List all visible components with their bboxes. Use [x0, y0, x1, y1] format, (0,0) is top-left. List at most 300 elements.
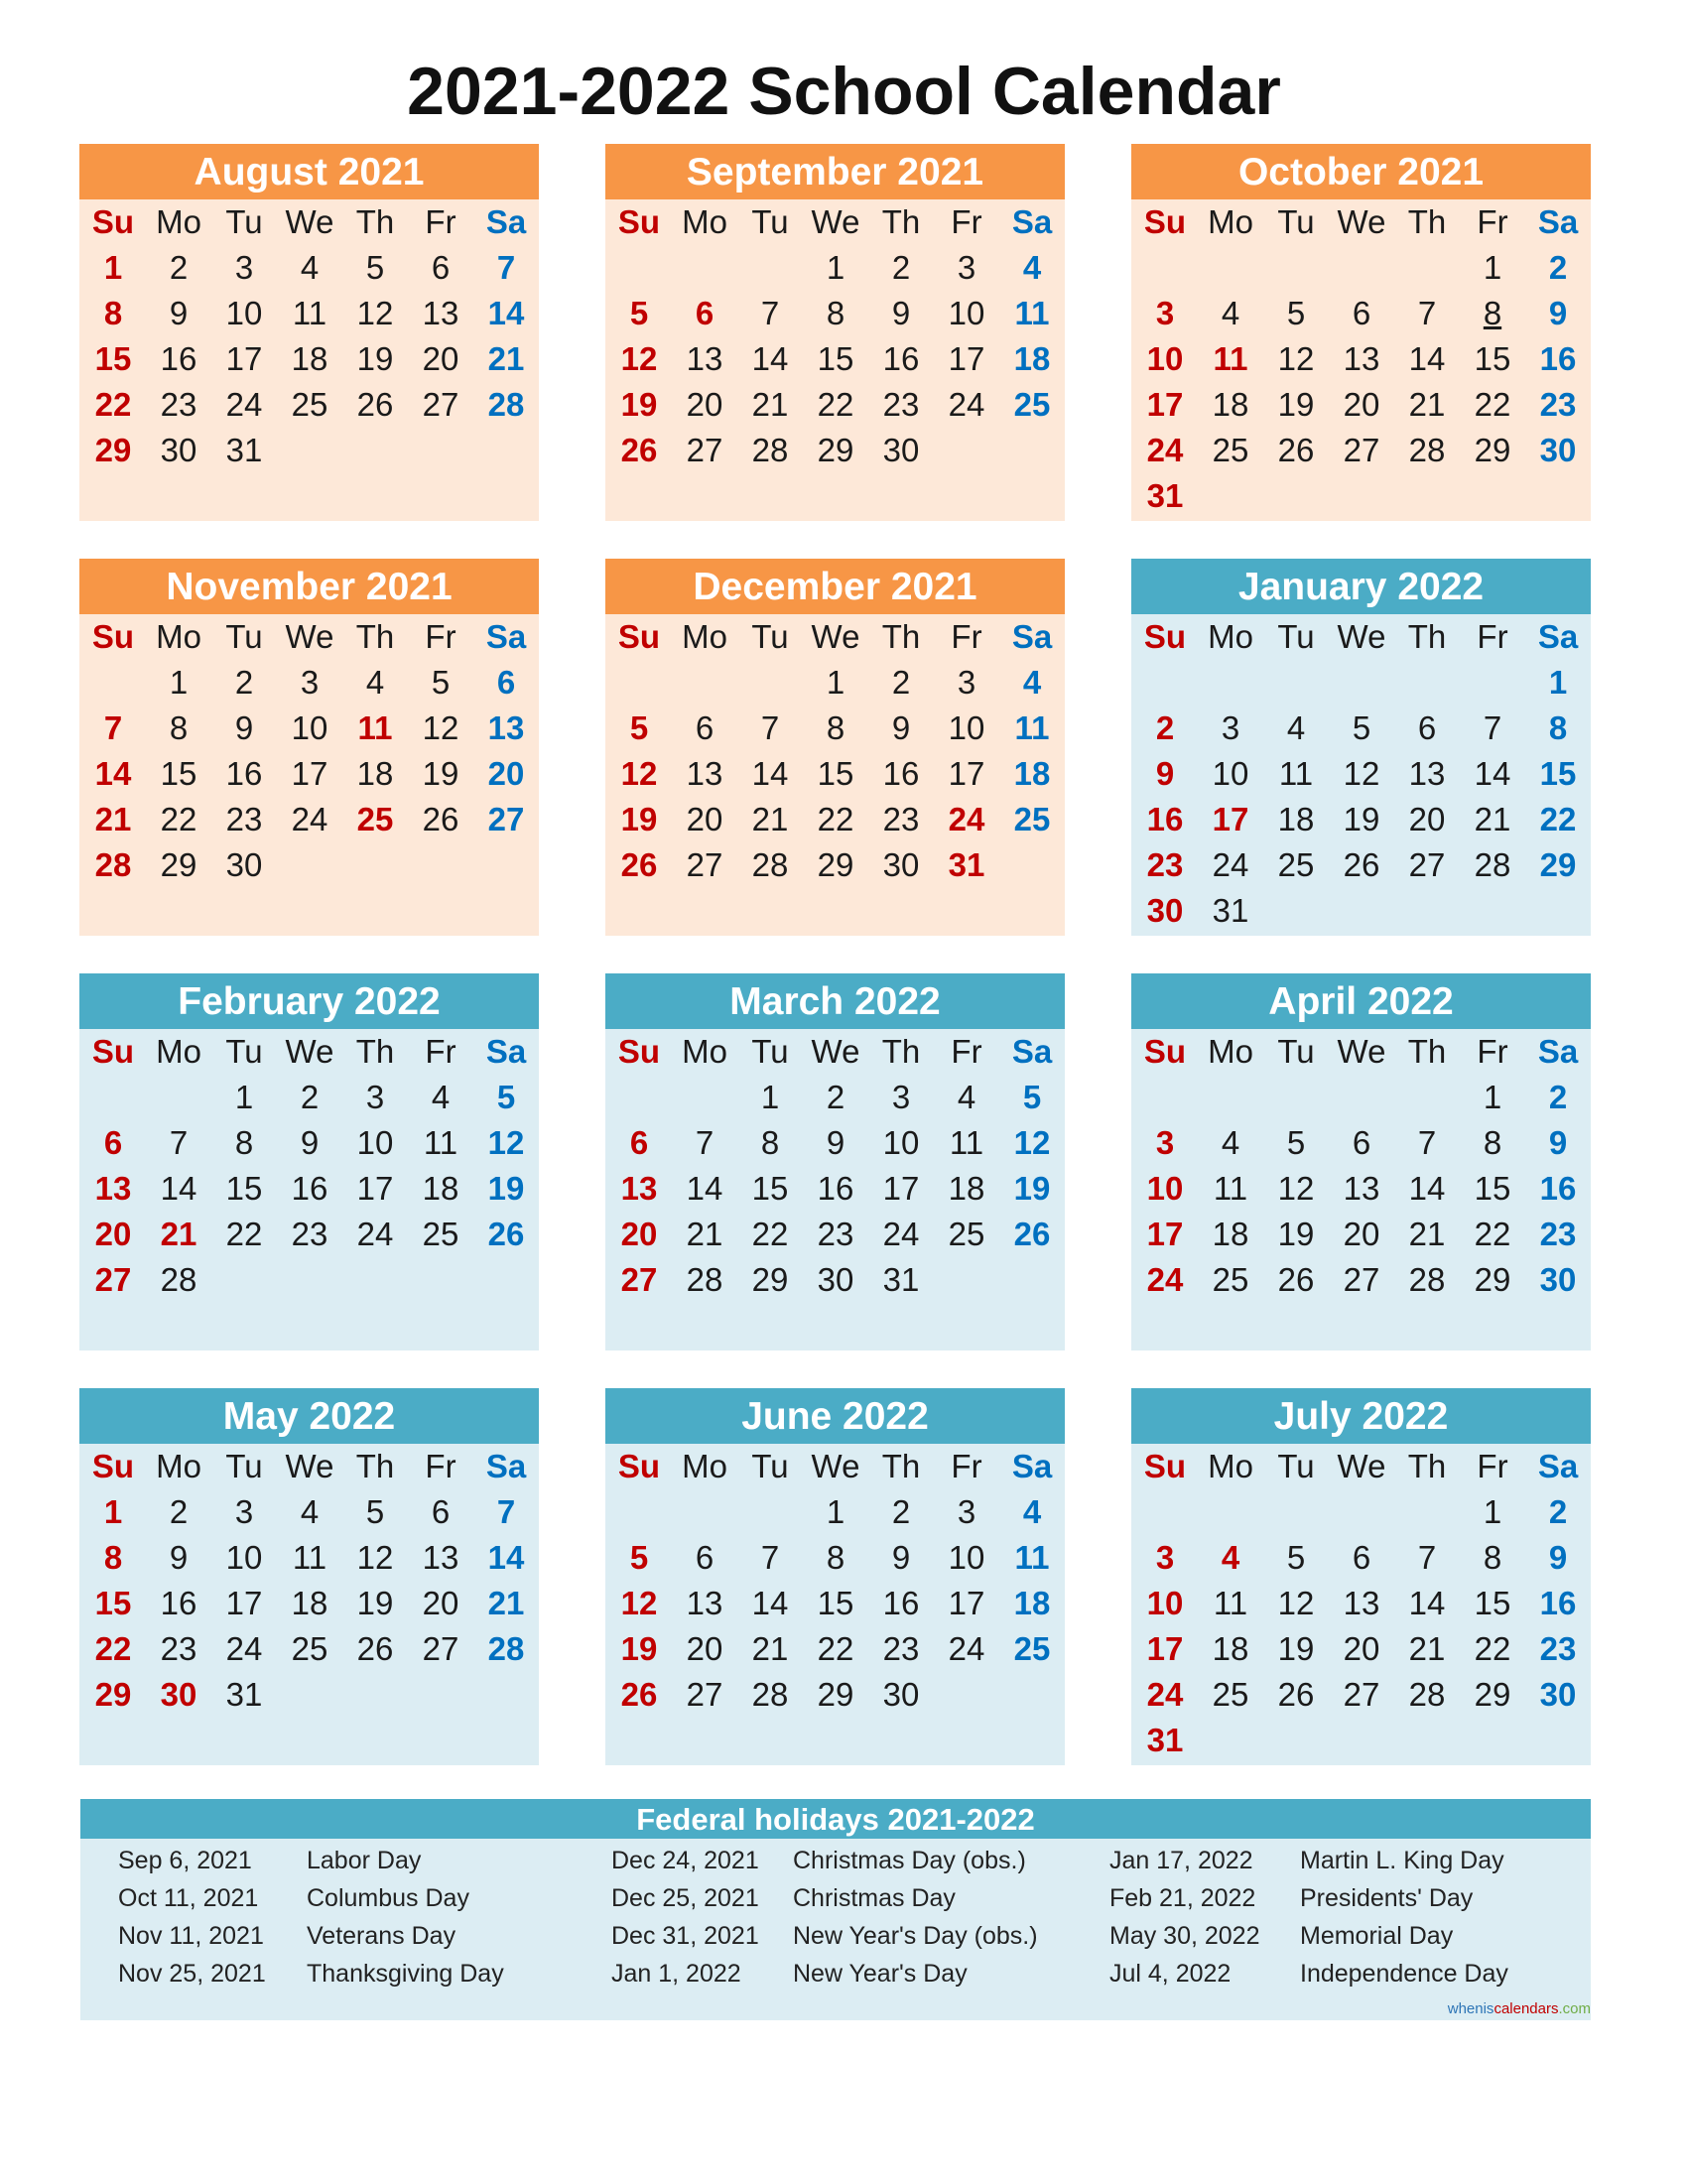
day-cell: 19 [356, 1585, 394, 1621]
day-grid [79, 1029, 539, 1303]
day-cell: 25 [1212, 1261, 1249, 1298]
day-cell: 3 [300, 664, 320, 701]
weekday-header: We [811, 1033, 860, 1070]
day-cell: 10 [1146, 340, 1184, 377]
day-cell: 19 [1013, 1170, 1051, 1207]
empty-cell [1132, 1489, 1198, 1535]
day-cell: 24 [225, 1630, 263, 1667]
day-cell: 5 [1286, 1124, 1306, 1161]
day-cell: 7 [1417, 295, 1437, 331]
day-cell: 2 [234, 664, 254, 701]
day-cell: 22 [1474, 386, 1511, 423]
day-cell: 2 [1548, 1079, 1568, 1115]
day-cell: 19 [620, 801, 658, 837]
day-cell: 18 [1013, 755, 1051, 792]
day-cell: 30 [1539, 1261, 1577, 1298]
empty-cell [1329, 245, 1394, 291]
day-cell: 4 [431, 1079, 451, 1115]
weekday-header: Su [1143, 203, 1187, 240]
weekday-header: Fr [951, 1033, 982, 1070]
day-cell: 19 [356, 340, 394, 377]
day-cell: 1 [760, 1079, 780, 1115]
day-cell: 11 [292, 1539, 327, 1576]
weekday-header: Mo [1208, 203, 1253, 240]
month-card [79, 559, 539, 936]
day-cell: 28 [751, 846, 789, 883]
weekday-header: Su [91, 618, 135, 655]
day-cell: 26 [1277, 1261, 1315, 1298]
day-cell: 12 [487, 1124, 525, 1161]
day-cell: 14 [1408, 1170, 1446, 1207]
day-cell: 2 [891, 664, 911, 701]
day-cell: 2 [826, 1079, 845, 1115]
day-cell: 25 [1013, 1630, 1051, 1667]
day-cell: 16 [817, 1170, 854, 1207]
holiday-date: Jan 1, 2022 [611, 1960, 741, 1988]
day-cell: 13 [686, 1585, 723, 1621]
day-cell: 9 [826, 1124, 845, 1161]
weekday-header: Tu [225, 618, 263, 655]
month-card [79, 1388, 539, 1765]
day-cell: 24 [948, 386, 985, 423]
day-cell: 9 [1548, 1539, 1568, 1576]
month-title: January 2022 [1131, 559, 1591, 614]
day-cell: 22 [225, 1216, 263, 1252]
day-cell: 10 [356, 1124, 394, 1161]
weekday-header: Th [881, 203, 921, 240]
day-cell: 1 [826, 664, 845, 701]
holiday-name: Presidents' Day [1300, 1884, 1474, 1912]
weekday-header: Fr [425, 203, 456, 240]
day-cell: 5 [1352, 709, 1371, 746]
day-cell: 12 [356, 295, 394, 331]
day-grid [1131, 1444, 1591, 1763]
day-cell: 15 [94, 1585, 132, 1621]
empty-cell [1394, 660, 1460, 706]
day-cell: 15 [817, 755, 854, 792]
holiday-name: Veterans Day [307, 1922, 456, 1950]
day-cell: 23 [291, 1216, 328, 1252]
day-cell: 1 [103, 249, 123, 286]
day-cell: 24 [882, 1216, 920, 1252]
weekday-header: Mo [156, 203, 201, 240]
weekday-header: Mo [156, 1033, 201, 1070]
day-cell: 30 [882, 1676, 920, 1713]
day-cell: 16 [225, 755, 263, 792]
day-cell: 12 [620, 755, 658, 792]
day-cell: 16 [882, 1585, 920, 1621]
day-cell: 14 [751, 340, 789, 377]
month-title: May 2022 [79, 1388, 539, 1444]
weekday-header: Th [881, 1448, 921, 1484]
day-cell: 15 [1539, 755, 1577, 792]
month-card [79, 973, 539, 1350]
day-cell: 25 [1212, 1676, 1249, 1713]
empty-cell [1394, 245, 1460, 291]
day-cell: 29 [94, 1676, 132, 1713]
day-cell: 9 [300, 1124, 320, 1161]
day-cell: 26 [620, 1676, 658, 1713]
day-cell: 6 [1352, 295, 1371, 331]
day-cell: 16 [1539, 340, 1577, 377]
day-grid [605, 1444, 1065, 1718]
day-cell: 23 [160, 386, 197, 423]
empty-cell [1263, 245, 1329, 291]
empty-cell [1132, 245, 1198, 291]
weekday-header: Th [355, 618, 395, 655]
day-cell: 1 [826, 249, 845, 286]
month-title: March 2022 [605, 973, 1065, 1029]
day-cell: 22 [94, 1630, 132, 1667]
day-cell: 11 [357, 709, 393, 746]
holiday-name: Christmas Day [793, 1884, 956, 1912]
day-cell: 27 [422, 1630, 459, 1667]
day-cell: 29 [1474, 1676, 1511, 1713]
empty-cell [146, 1075, 211, 1120]
holiday-row [611, 1954, 1088, 1993]
day-cell: 6 [1352, 1539, 1371, 1576]
day-cell: 26 [1277, 432, 1315, 468]
day-cell: 15 [817, 1585, 854, 1621]
day-cell: 23 [882, 801, 920, 837]
weekday-header: Sa [1537, 203, 1579, 240]
day-cell: 12 [422, 709, 459, 746]
day-cell: 14 [751, 755, 789, 792]
day-cell: 24 [1146, 1676, 1184, 1713]
day-cell: 7 [1417, 1124, 1437, 1161]
weekday-header: We [285, 618, 334, 655]
day-grid [605, 614, 1065, 888]
day-cell: 4 [957, 1079, 976, 1115]
weekday-header: Th [355, 1033, 395, 1070]
day-cell: 23 [1539, 1630, 1577, 1667]
day-cell: 5 [629, 1539, 649, 1576]
weekday-header: We [285, 203, 334, 240]
holiday-row [1109, 1878, 1586, 1918]
month-card [1131, 559, 1591, 936]
day-cell: 9 [891, 295, 911, 331]
empty-cell [672, 1075, 737, 1120]
day-cell: 17 [1212, 801, 1249, 837]
day-cell: 29 [94, 432, 132, 468]
day-cell: 14 [1474, 755, 1511, 792]
day-cell: 9 [1155, 755, 1175, 792]
holiday-name: New Year's Day (obs.) [793, 1922, 1038, 1950]
holiday-row [611, 1841, 1088, 1880]
weekday-header: Th [1407, 1033, 1447, 1070]
holiday-row [1109, 1954, 1586, 1993]
day-cell: 7 [760, 1539, 780, 1576]
weekday-header: We [1337, 1448, 1386, 1484]
day-cell: 14 [751, 1585, 789, 1621]
day-cell: 13 [1343, 1170, 1380, 1207]
holiday-date: Feb 21, 2022 [1109, 1884, 1256, 1912]
day-cell: 19 [487, 1170, 525, 1207]
day-cell: 28 [487, 1630, 525, 1667]
day-cell: 5 [1286, 295, 1306, 331]
day-cell: 24 [948, 801, 985, 837]
weekday-header: Sa [1011, 203, 1053, 240]
day-cell: 23 [160, 1630, 197, 1667]
holiday-row [1109, 1841, 1586, 1880]
weekday-header: Su [1143, 1448, 1187, 1484]
weekday-header: Sa [485, 1448, 527, 1484]
day-cell: 16 [291, 1170, 328, 1207]
day-cell: 14 [686, 1170, 723, 1207]
day-cell: 6 [431, 249, 451, 286]
day-cell: 2 [891, 1493, 911, 1530]
weekday-header: Fr [1477, 203, 1508, 240]
day-cell: 31 [948, 846, 985, 883]
weekday-header: Fr [425, 618, 456, 655]
day-cell: 3 [1155, 1539, 1175, 1576]
holiday-name: Memorial Day [1300, 1922, 1454, 1950]
day-cell: 3 [1155, 1124, 1175, 1161]
day-cell: 10 [1146, 1170, 1184, 1207]
day-cell: 10 [225, 1539, 263, 1576]
day-cell: 27 [1343, 1676, 1380, 1713]
day-cell: 16 [1539, 1170, 1577, 1207]
day-cell: 5 [431, 664, 451, 701]
day-cell: 10 [882, 1124, 920, 1161]
empty-cell [1329, 1489, 1394, 1535]
day-cell: 9 [169, 295, 189, 331]
day-cell: 17 [948, 1585, 985, 1621]
day-cell: 4 [1286, 709, 1306, 746]
weekday-header: We [1337, 1033, 1386, 1070]
weekday-header: Th [1407, 618, 1447, 655]
weekday-header: Su [91, 1448, 135, 1484]
day-cell: 13 [686, 755, 723, 792]
day-cell: 19 [620, 1630, 658, 1667]
weekday-header: Fr [1477, 1448, 1508, 1484]
day-cell: 27 [487, 801, 525, 837]
empty-cell [1329, 1075, 1394, 1120]
holiday-date: Nov 11, 2021 [118, 1922, 264, 1950]
holiday-date: May 30, 2022 [1109, 1922, 1260, 1950]
day-cell: 20 [487, 755, 525, 792]
day-cell: 23 [1539, 386, 1577, 423]
credit-part-1: whenis [1447, 2000, 1494, 2017]
day-cell: 11 [1014, 1539, 1050, 1576]
day-cell: 26 [487, 1216, 525, 1252]
day-cell: 1 [1483, 1493, 1502, 1530]
day-cell: 27 [686, 432, 723, 468]
weekday-header: Tu [751, 618, 789, 655]
month-card [605, 144, 1065, 521]
day-cell: 14 [160, 1170, 197, 1207]
day-cell: 12 [1277, 340, 1315, 377]
day-cell: 7 [1483, 709, 1502, 746]
day-cell: 8 [826, 1539, 845, 1576]
day-cell: 15 [817, 340, 854, 377]
day-cell: 21 [487, 1585, 525, 1621]
day-cell: 23 [1539, 1216, 1577, 1252]
day-cell: 10 [225, 295, 263, 331]
weekday-header: Sa [1011, 1448, 1053, 1484]
day-cell: 11 [1278, 755, 1314, 792]
day-cell: 21 [1408, 386, 1446, 423]
day-cell: 17 [291, 755, 328, 792]
day-cell: 13 [1343, 1585, 1380, 1621]
day-cell: 26 [1013, 1216, 1051, 1252]
weekday-header: Sa [485, 618, 527, 655]
day-cell: 7 [169, 1124, 189, 1161]
month-card [1131, 144, 1591, 521]
day-cell: 18 [422, 1170, 459, 1207]
day-cell: 29 [1474, 1261, 1511, 1298]
day-cell: 27 [1343, 432, 1380, 468]
day-cell: 4 [1022, 1493, 1042, 1530]
day-cell: 26 [356, 386, 394, 423]
day-cell: 21 [160, 1216, 197, 1252]
empty-cell [80, 1075, 146, 1120]
empty-cell [1263, 1489, 1329, 1535]
day-cell: 8 [826, 295, 845, 331]
credit-part-3: .com [1558, 2000, 1591, 2017]
day-cell: 6 [1417, 709, 1437, 746]
day-cell: 1 [1548, 664, 1568, 701]
weekday-header: Tu [1277, 1448, 1315, 1484]
empty-cell [737, 660, 803, 706]
day-cell: 20 [1408, 801, 1446, 837]
weekday-header: Th [881, 618, 921, 655]
day-cell: 18 [1212, 1216, 1249, 1252]
day-cell: 16 [160, 340, 197, 377]
weekday-header: We [285, 1033, 334, 1070]
day-cell: 14 [487, 1539, 525, 1576]
holiday-row [611, 1916, 1088, 1956]
month-card [1131, 973, 1591, 1350]
day-cell: 6 [431, 1493, 451, 1530]
holiday-date: Dec 24, 2021 [611, 1847, 759, 1874]
day-cell: 26 [1343, 846, 1380, 883]
weekday-header: Mo [1208, 1448, 1253, 1484]
holiday-date: Jan 17, 2022 [1109, 1847, 1253, 1874]
day-grid [605, 199, 1065, 473]
empty-cell [1132, 660, 1198, 706]
day-cell: 31 [225, 1676, 263, 1713]
day-cell: 15 [160, 755, 197, 792]
holiday-row [118, 1878, 594, 1918]
day-cell: 20 [422, 1585, 459, 1621]
day-cell: 11 [949, 1124, 984, 1161]
day-cell: 7 [1417, 1539, 1437, 1576]
day-cell: 27 [1343, 1261, 1380, 1298]
weekday-header: Th [355, 1448, 395, 1484]
day-cell: 3 [891, 1079, 911, 1115]
day-cell: 24 [356, 1216, 394, 1252]
day-cell: 17 [1146, 1630, 1184, 1667]
day-cell: 3 [1155, 295, 1175, 331]
day-cell: 5 [496, 1079, 516, 1115]
day-cell: 7 [760, 295, 780, 331]
day-cell: 12 [1013, 1124, 1051, 1161]
day-cell: 24 [291, 801, 328, 837]
day-cell: 29 [160, 846, 197, 883]
holiday-date: Nov 25, 2021 [118, 1960, 266, 1988]
empty-cell [1198, 660, 1263, 706]
day-cell: 10 [1212, 755, 1249, 792]
day-cell: 26 [356, 1630, 394, 1667]
weekday-header: We [285, 1448, 334, 1484]
day-cell: 22 [1474, 1216, 1511, 1252]
day-cell: 30 [1146, 892, 1184, 929]
day-cell: 21 [1408, 1630, 1446, 1667]
site-credit[interactable] [1448, 2000, 1591, 2018]
day-cell: 18 [356, 755, 394, 792]
day-cell: 13 [94, 1170, 132, 1207]
weekday-header: Su [617, 618, 661, 655]
day-cell: 26 [422, 801, 459, 837]
weekday-header: Su [617, 1448, 661, 1484]
day-cell: 14 [1408, 340, 1446, 377]
day-cell: 25 [948, 1216, 985, 1252]
weekday-header: Th [881, 1033, 921, 1070]
day-cell: 30 [225, 846, 263, 883]
day-cell: 29 [751, 1261, 789, 1298]
day-cell: 4 [1221, 1539, 1240, 1576]
day-cell: 6 [1352, 1124, 1371, 1161]
day-cell: 13 [422, 295, 459, 331]
day-cell: 25 [291, 1630, 328, 1667]
weekday-header: Sa [1537, 1448, 1579, 1484]
day-cell: 17 [882, 1170, 920, 1207]
empty-cell [1263, 1075, 1329, 1120]
day-grid [605, 1029, 1065, 1303]
weekday-header: Sa [1011, 618, 1053, 655]
month-title: November 2021 [79, 559, 539, 614]
day-cell: 26 [620, 432, 658, 468]
weekday-header: We [811, 618, 860, 655]
day-cell: 5 [629, 295, 649, 331]
holiday-name: New Year's Day [793, 1960, 968, 1988]
day-cell: 7 [103, 709, 123, 746]
day-cell: 22 [1474, 1630, 1511, 1667]
day-cell: 2 [1155, 709, 1175, 746]
page-title: 2021-2022 School Calendar [407, 54, 1281, 129]
weekday-header: Mo [682, 1033, 727, 1070]
day-cell: 17 [1146, 386, 1184, 423]
day-cell: 22 [817, 801, 854, 837]
day-cell: 1 [169, 664, 189, 701]
day-cell: 14 [94, 755, 132, 792]
day-cell: 1 [234, 1079, 254, 1115]
empty-cell [672, 660, 737, 706]
day-cell: 27 [620, 1261, 658, 1298]
month-card [79, 144, 539, 521]
day-cell: 23 [882, 1630, 920, 1667]
day-cell: 22 [160, 801, 197, 837]
day-cell: 17 [356, 1170, 394, 1207]
day-cell: 9 [234, 709, 254, 746]
day-cell: 18 [1013, 1585, 1051, 1621]
holiday-date: Oct 11, 2021 [118, 1884, 259, 1912]
day-cell: 9 [891, 1539, 911, 1576]
day-cell: 18 [948, 1170, 985, 1207]
day-cell: 4 [300, 249, 320, 286]
month-card [1131, 1388, 1591, 1765]
day-cell: 23 [1146, 846, 1184, 883]
credit-part-2: calendars [1493, 2000, 1559, 2017]
day-cell: 30 [1539, 432, 1577, 468]
day-cell: 26 [620, 846, 658, 883]
day-cell: 21 [751, 801, 789, 837]
weekday-header: We [1337, 203, 1386, 240]
day-cell: 9 [1548, 1124, 1568, 1161]
day-cell: 4 [365, 664, 385, 701]
holiday-date: Jul 4, 2022 [1109, 1960, 1232, 1988]
